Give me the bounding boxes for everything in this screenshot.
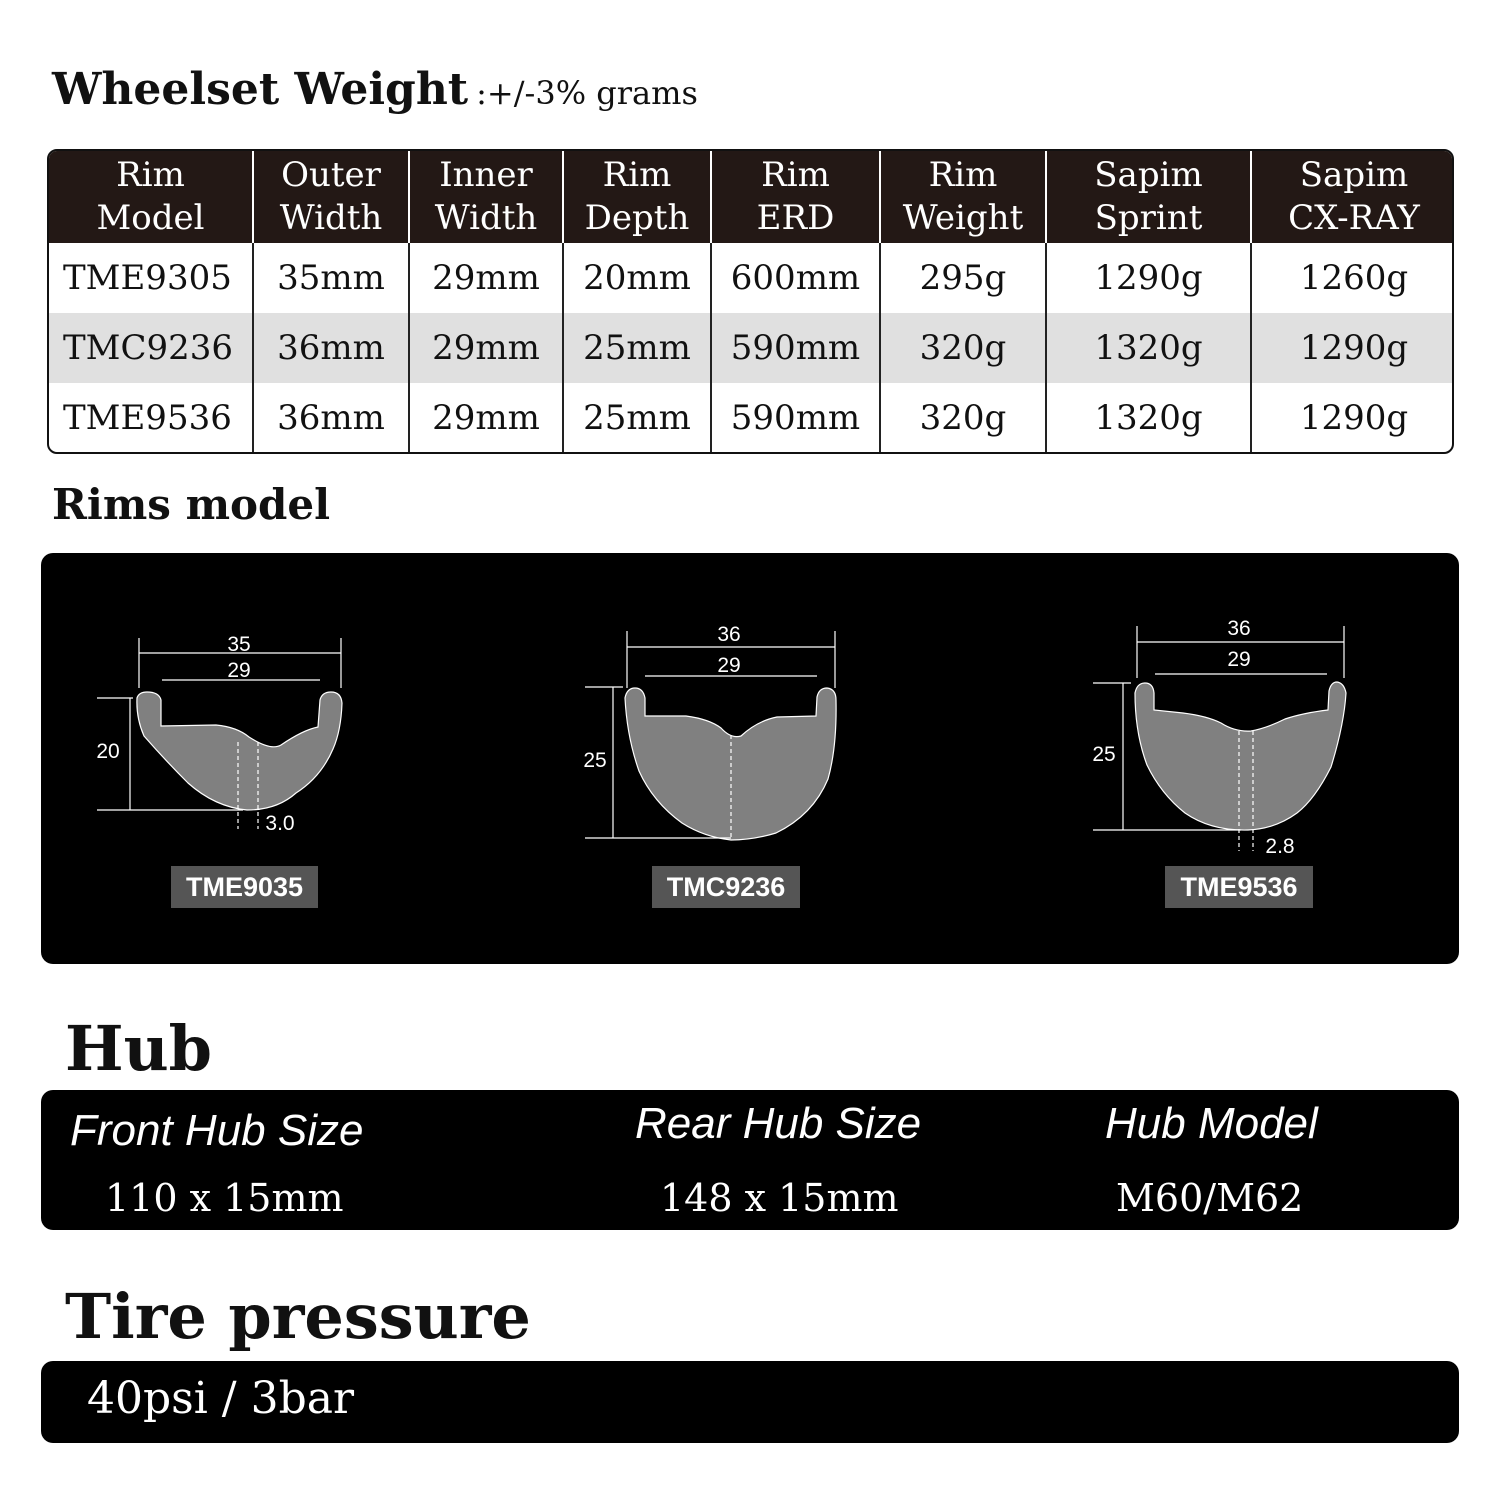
table-cell: 1290g — [1251, 313, 1454, 383]
table-cell: 25mm — [563, 313, 711, 383]
table-cell: 295g — [880, 243, 1046, 313]
table-cell: 1260g — [1251, 243, 1454, 313]
hub-model-label: Hub Model — [1105, 1099, 1318, 1148]
table-cell: 320g — [880, 383, 1046, 453]
table-cell: 600mm — [711, 243, 880, 313]
table-cell: TME9536 — [63, 398, 232, 438]
header-rim-depth: Rim Depth — [563, 151, 711, 243]
rim-profile-tme9536 — [1135, 682, 1346, 830]
table-cell: 590mm — [711, 313, 880, 383]
header-rim-erd: Rim ERD — [711, 151, 880, 243]
header-rim-weight: Rim Weight — [880, 151, 1046, 243]
table-cell: 20mm — [563, 243, 711, 313]
table-header-row — [49, 151, 1454, 243]
rim-diagram-panel — [41, 553, 1459, 964]
table-cell: 35mm — [253, 243, 409, 313]
rim-model-tag: TME9536 — [1165, 866, 1313, 908]
table-cell: 590mm — [711, 383, 880, 453]
header-inner-width: Inner Width — [409, 151, 563, 243]
rim1-outer-width: 35 — [227, 633, 251, 656]
table-cell: 1320g — [1046, 383, 1251, 453]
rear-hub-value: 148 x 15mm — [660, 1176, 899, 1220]
tire-pressure-value: 40psi / 3bar — [87, 1373, 355, 1424]
rear-hub-label: Rear Hub Size — [635, 1099, 922, 1148]
hub-model-value: M60/M62 — [1116, 1176, 1304, 1220]
rim2-inner-width: 29 — [717, 654, 741, 677]
table-cell: 1290g — [1046, 243, 1251, 313]
table-row — [49, 243, 1454, 313]
table-cell: TMC9236 — [49, 313, 253, 383]
spec-table — [47, 149, 1454, 454]
rim-model-tag: TMC9236 — [652, 866, 800, 908]
table-cell: 1320g — [1046, 313, 1251, 383]
table-cell: 320g — [880, 313, 1046, 383]
table-row — [49, 313, 1454, 383]
rim3-thickness: 2.8 — [1265, 835, 1295, 858]
tire-pressure-heading: Tire pressure — [65, 1280, 531, 1353]
header-rim-model: Rim Model — [49, 151, 253, 243]
page-title — [52, 64, 698, 115]
rim1-inner-width: 29 — [227, 659, 251, 682]
table-cell: 29mm — [409, 313, 563, 383]
header-sapim-sprint: Sapim Sprint — [1046, 151, 1251, 243]
title-main: Wheelset Weight — [52, 64, 469, 115]
hub-heading: Hub — [65, 1012, 213, 1085]
rim3-depth: 25 — [1092, 743, 1116, 766]
hub-panel — [41, 1090, 1459, 1230]
header-sapim-cxray: Sapim CX-RAY — [1251, 151, 1454, 243]
table-cell: 29mm — [409, 383, 563, 453]
table-cell: 25mm — [563, 383, 711, 453]
title-note: :+/-3% grams — [476, 74, 698, 112]
header-outer-width: Outer Width — [253, 151, 409, 243]
rim3-inner-width: 29 — [1227, 648, 1251, 671]
table-cell: TME9305 — [63, 258, 232, 298]
table-cell: 1290g — [1251, 383, 1454, 453]
rim1-depth: 20 — [96, 740, 120, 763]
front-hub-value: 110 x 15mm — [105, 1176, 344, 1220]
table-cell: 36mm — [253, 383, 409, 453]
rim-model-tag: TME9035 — [171, 866, 318, 908]
table-cell: 36mm — [253, 313, 409, 383]
rim2-outer-width: 36 — [717, 623, 741, 646]
table-cell: 29mm — [409, 243, 563, 313]
rim-profile-tme9035 — [137, 692, 342, 810]
tire-pressure-panel — [41, 1361, 1459, 1443]
front-hub-label: Front Hub Size — [70, 1106, 364, 1155]
rim3-outer-width: 36 — [1227, 617, 1251, 640]
rim2-depth: 25 — [583, 749, 607, 772]
rims-model-heading: Rims model — [52, 480, 331, 529]
rim1-thickness: 3.0 — [265, 812, 295, 835]
table-row — [49, 383, 1454, 453]
